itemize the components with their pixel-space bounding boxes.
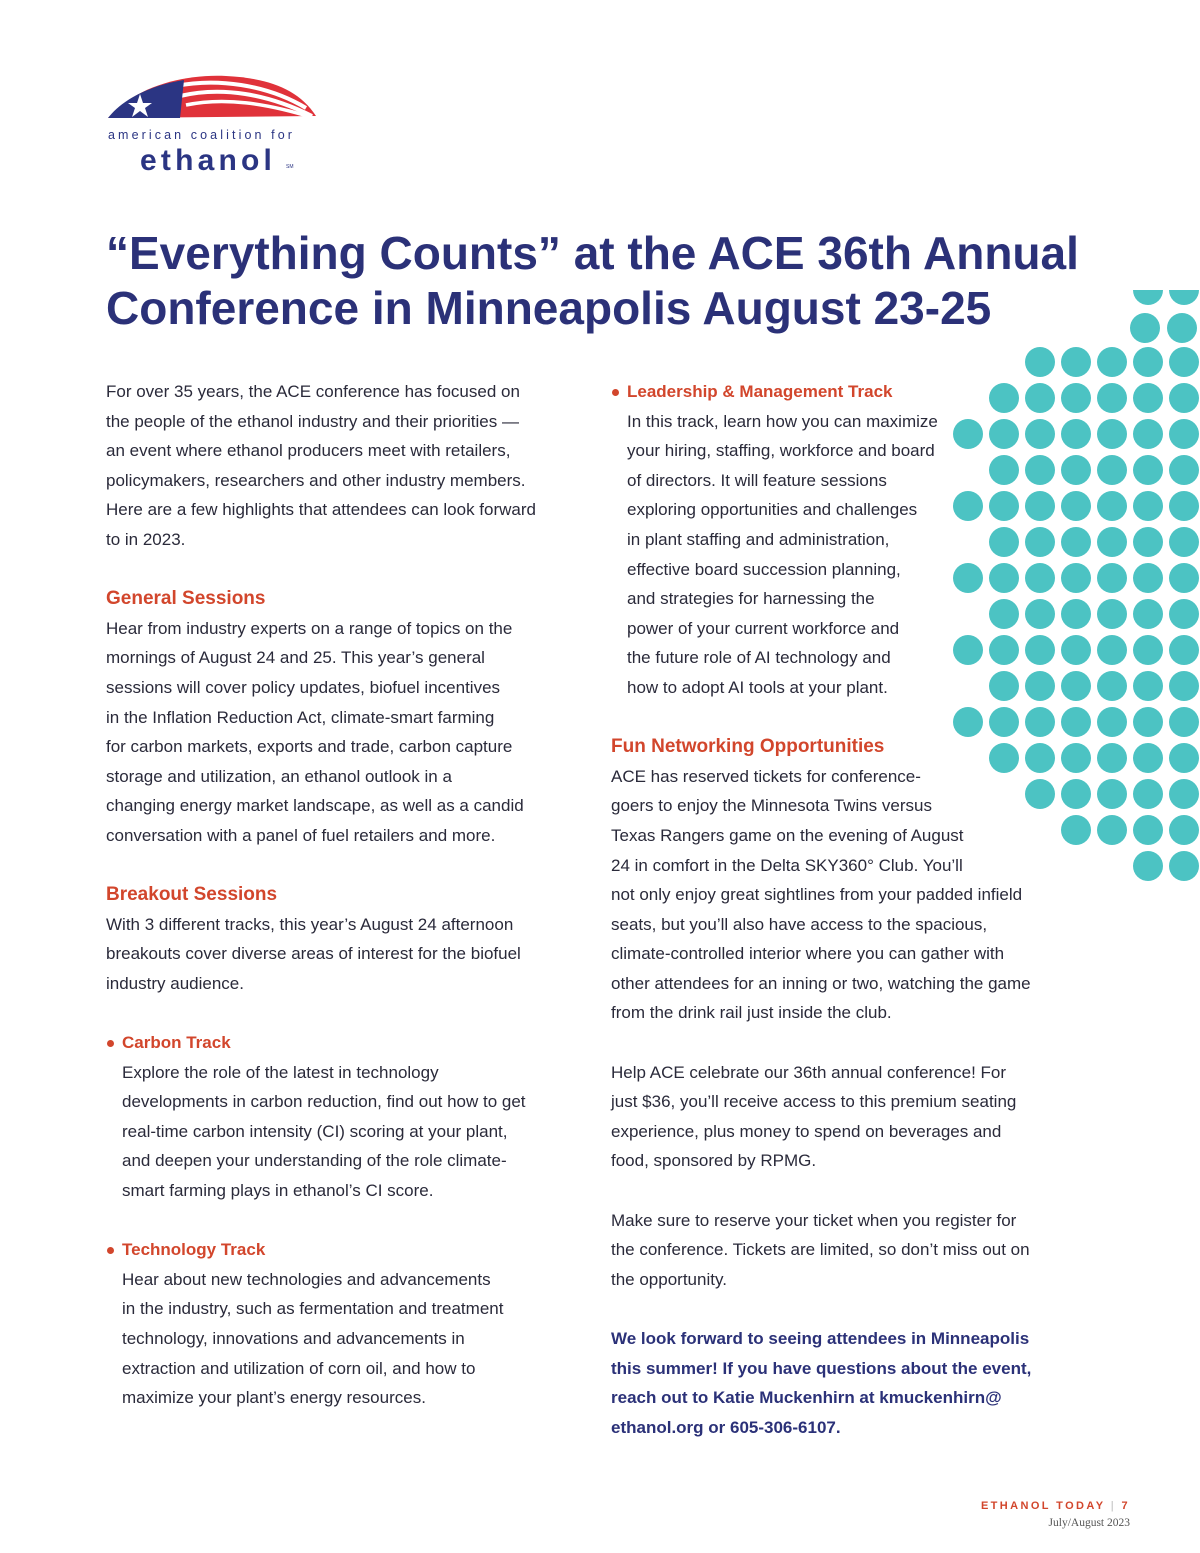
carbon-line: real-time carbon intensity (CI) scoring at your plant, [122, 1121, 508, 1141]
footer-separator: | [1110, 1500, 1116, 1512]
decor-dot [1130, 313, 1160, 343]
technology-track-label: Technology Track [122, 1240, 266, 1260]
leadership-track-label: Leadership & Management Track [627, 382, 893, 401]
celebrate-paragraph [611, 1058, 1071, 1176]
leadership-line: your hiring, staffing, workforce and board [627, 441, 935, 461]
decor-dot [1133, 599, 1163, 629]
decor-dot [1097, 527, 1127, 557]
general-line: for carbon markets, exports and trade, carbon capture [106, 737, 513, 757]
leadership-line: how to adopt AI tools at your plant. [627, 677, 888, 697]
right-column [611, 377, 1071, 1442]
decor-dot [1169, 419, 1199, 449]
decor-dot [1133, 671, 1163, 701]
breakout-sessions-text [106, 910, 576, 999]
decor-dot [1061, 347, 1091, 377]
decor-dot [1133, 779, 1163, 809]
carbon-line: developments in carbon reduction, find out how to get [122, 1092, 526, 1112]
breakout-line: breakouts cover diverse areas of interest for the biofuel [106, 944, 521, 964]
decor-dot [1097, 635, 1127, 665]
networking-heading: Fun Networking Opportunities [611, 736, 885, 758]
leadership-line: effective board succession planning, [627, 559, 901, 579]
leadership-line: in plant staffing and administration, [627, 529, 890, 549]
decor-dot [1169, 671, 1199, 701]
closing-line: ethanol.org or 605-306-6107. [611, 1417, 841, 1437]
decor-dot [1169, 491, 1199, 521]
decor-dot [1133, 419, 1163, 449]
intro-line: For over 35 years, the ACE conference has focused on [106, 382, 520, 401]
closing-line: this summer! If you have questions about the event, [611, 1358, 1032, 1378]
general-line: storage and utilization, an ethanol outlook in a [106, 766, 452, 786]
networking-line: seats, but you’ll also have access to the spacious, [611, 914, 988, 934]
decor-dot [1133, 527, 1163, 557]
intro-paragraph [106, 377, 576, 555]
technology-line: technology, innovations and advancements in [122, 1329, 465, 1348]
footer-issue-date: July/August 2023 [1048, 1517, 1130, 1529]
bullet-icon [612, 389, 619, 396]
bullet-icon [107, 1040, 114, 1047]
decor-dot [1169, 383, 1199, 413]
breakout-sessions-heading: Breakout Sessions [106, 884, 278, 906]
carbon-line: and deepen your understanding of the role climate- [122, 1151, 507, 1171]
decor-dot [1097, 599, 1127, 629]
networking-text [611, 762, 1071, 1028]
technology-track-text [106, 1265, 576, 1413]
decor-dot [1097, 419, 1127, 449]
closing-line: We look forward to seeing attendees in Minneapolis [611, 1329, 1030, 1348]
page-number: 7 [1121, 1500, 1130, 1512]
reserve-line: Make sure to reserve your ticket when you register for [611, 1210, 1017, 1230]
decor-dot [1097, 383, 1127, 413]
leadership-line: of directors. It will feature sessions [627, 470, 887, 490]
technology-track-heading [106, 1235, 576, 1265]
bullet-icon [107, 1247, 114, 1254]
technology-line: maximize your plant’s energy resources. [122, 1388, 426, 1408]
decor-dot [1169, 599, 1199, 629]
networking-line: Texas Rangers game on the evening of August [611, 825, 964, 845]
breakout-line: industry audience. [106, 973, 244, 993]
general-line: in the Inflation Reduction Act, climate-smart farming [106, 707, 495, 727]
networking-line: 24 in comfort in the Delta SKY360° Club. You’ll [611, 855, 963, 875]
leadership-track-heading [611, 377, 1071, 407]
footer-magazine [981, 1500, 1130, 1512]
decor-dot [1133, 563, 1163, 593]
general-line: conversation with a panel of fuel retailers and more. [106, 825, 496, 845]
decor-dot [1097, 815, 1127, 845]
decor-dot [1169, 743, 1199, 773]
leadership-line: exploring opportunities and challenges [627, 500, 918, 520]
breakout-line: With 3 different tracks, this year’s August 24 afternoon [106, 914, 514, 934]
logo-tagline: american coalition for [108, 128, 296, 142]
left-column [106, 377, 576, 1413]
networking-line: climate-controlled interior where you can gather with [611, 944, 1005, 964]
leadership-line: power of your current workforce and [627, 618, 900, 638]
flag-swoosh-icon [106, 72, 318, 128]
decor-dot [1133, 383, 1163, 413]
reserve-line: the opportunity. [611, 1269, 727, 1289]
decor-dot [1133, 455, 1163, 485]
closing-line: reach out to Katie Muckenhirn at kmuckenhirn@ [611, 1388, 1002, 1408]
decor-dot [1133, 815, 1163, 845]
logo-service-mark: SM [286, 164, 294, 170]
decor-dot [1097, 491, 1127, 521]
general-line: sessions will cover policy updates, biofuel incentives [106, 677, 501, 697]
decor-dot [1169, 635, 1199, 665]
carbon-line: smart farming plays in ethanol’s CI score. [122, 1181, 434, 1201]
decor-dot [1097, 347, 1127, 377]
reserve-line: the conference. Tickets are limited, so don’t miss out on [611, 1240, 1030, 1260]
ace-logo [106, 72, 318, 184]
intro-line: the people of the ethanol industry and their priorities — [106, 411, 519, 431]
networking-line: from the drink rail just inside the club. [611, 1003, 892, 1023]
intro-line: Here are a few highlights that attendees can look forward [106, 500, 536, 520]
leadership-line: and strategies for harnessing the [627, 589, 875, 609]
decor-dot [1169, 707, 1199, 737]
intro-line: an event where ethanol producers meet with retailers, [106, 441, 511, 461]
technology-line: extraction and utilization of corn oil, and how to [122, 1358, 476, 1378]
celebrate-line: Help ACE celebrate our 36th annual conference! For [611, 1062, 1007, 1082]
decor-dot [1167, 313, 1197, 343]
intro-line: to in 2023. [106, 529, 186, 549]
technology-line: Hear about new technologies and advancements [122, 1269, 491, 1289]
carbon-track-heading [106, 1028, 576, 1058]
decor-dot [1133, 707, 1163, 737]
celebrate-line: food, sponsored by RPMG. [611, 1151, 817, 1171]
decor-dot [1169, 779, 1199, 809]
carbon-line: Explore the role of the latest in technology [122, 1062, 439, 1082]
decor-dot [1133, 491, 1163, 521]
decor-dot [1133, 851, 1163, 881]
decor-dot [1169, 851, 1199, 881]
decor-dot [1169, 347, 1199, 377]
magazine-name: ETHANOL TODAY [980, 1500, 1106, 1512]
general-sessions-heading: General Sessions [106, 588, 266, 610]
decor-dot [1025, 347, 1055, 377]
celebrate-line: experience, plus money to spend on beverages and [611, 1121, 1002, 1141]
intro-line: policymakers, researchers and other industry members. [106, 470, 526, 490]
title-line-1: “Everything Counts” at the ACE 36th Annual [106, 227, 1079, 279]
leadership-track-text [611, 407, 1071, 703]
decor-dot [1133, 290, 1163, 305]
decor-dot [1169, 563, 1199, 593]
decor-dot [1097, 455, 1127, 485]
celebrate-line: just $36, you’ll receive access to this premium seating [611, 1092, 1017, 1112]
decor-dot [1097, 743, 1127, 773]
decor-dot [1169, 455, 1199, 485]
general-line: Hear from industry experts on a range of topics on the [106, 618, 513, 638]
carbon-track-text [106, 1058, 576, 1206]
decor-dot [1097, 563, 1127, 593]
closing-paragraph [611, 1324, 1071, 1442]
leadership-line: In this track, learn how you can maximize [627, 411, 938, 431]
general-sessions-text [106, 614, 576, 851]
decor-dot [1133, 635, 1163, 665]
decor-dot [1133, 743, 1163, 773]
networking-line: not only enjoy great sightlines from your padded infield [611, 885, 1023, 905]
decor-dot [1169, 527, 1199, 557]
carbon-track-label: Carbon Track [122, 1033, 231, 1053]
decor-dot [1169, 290, 1199, 305]
logo-wordmark: ethanol [140, 144, 277, 177]
networking-line: ACE has reserved tickets for conference- [611, 766, 921, 786]
title-line-2: Conference in Minneapolis August 23-25 [106, 282, 992, 334]
networking-line: other attendees for an inning or two, watching the game [611, 973, 1031, 993]
decor-dot [1169, 815, 1199, 845]
decor-dot [1097, 707, 1127, 737]
networking-line: goers to enjoy the Minnesota Twins versus [611, 796, 932, 816]
general-line: changing energy market landscape, as well as a candid [106, 796, 524, 816]
leadership-line: the future role of AI technology and [627, 648, 891, 668]
decor-dot [1097, 671, 1127, 701]
general-line: mornings of August 24 and 25. This year’s general [106, 648, 485, 668]
decor-dot [1097, 779, 1127, 809]
reserve-paragraph [611, 1206, 1071, 1295]
decor-dot [1133, 347, 1163, 377]
technology-line: in the industry, such as fermentation and treatment [122, 1299, 504, 1319]
